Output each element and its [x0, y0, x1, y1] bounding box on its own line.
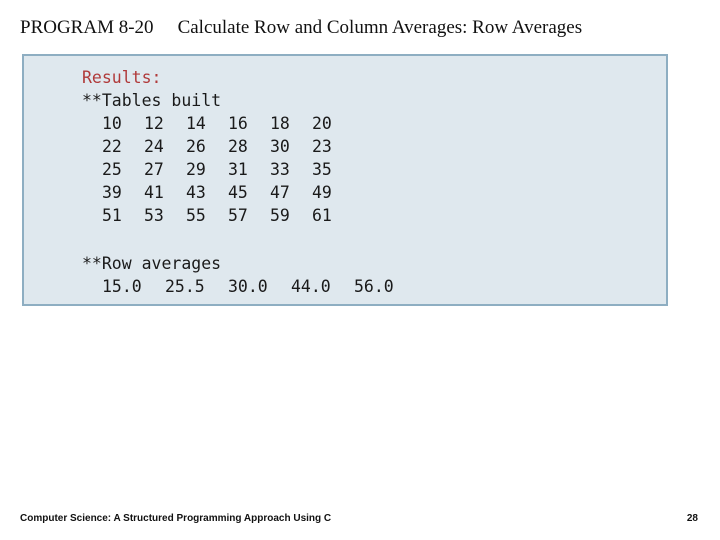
table-cell: 29	[186, 160, 206, 179]
table-row	[102, 158, 354, 181]
table-cell: 33	[270, 160, 290, 179]
row-averages-heading: **Row averages	[82, 254, 222, 273]
table-cell: 23	[312, 137, 332, 156]
table-cell: 47	[270, 183, 290, 202]
table-cell: 20	[312, 114, 332, 133]
row-average-value: 15.0	[102, 277, 142, 296]
table-cell: 14	[186, 114, 206, 133]
table-cell: 22	[102, 137, 122, 156]
row-average-value: 56.0	[354, 277, 394, 296]
table-cell: 31	[228, 160, 248, 179]
footer-course-title: Computer Science: A Structured Programming Approach Using C	[20, 513, 332, 524]
tables-heading: **Tables built	[82, 91, 222, 110]
value-table	[102, 112, 354, 227]
table-cell: 61	[312, 206, 332, 225]
table-cell: 30	[270, 137, 290, 156]
row-averages-list	[102, 275, 417, 298]
table-cell: 57	[228, 206, 248, 225]
table-row	[102, 181, 354, 204]
page-number: 28	[686, 513, 698, 524]
slide-title	[20, 17, 582, 39]
row-average-value: 30.0	[228, 277, 268, 296]
row-average-value: 25.5	[165, 277, 205, 296]
table-cell: 18	[270, 114, 290, 133]
table-cell: 35	[312, 160, 332, 179]
table-row	[102, 112, 354, 135]
table-cell: 27	[144, 160, 164, 179]
program-title: Calculate Row and Column Averages: Row Averages	[177, 17, 583, 38]
table-cell: 55	[186, 206, 206, 225]
table-cell: 59	[270, 206, 290, 225]
program-output-panel	[22, 54, 668, 306]
table-row	[102, 135, 354, 158]
table-cell: 28	[228, 137, 248, 156]
table-cell: 45	[228, 183, 248, 202]
results-label: Results:	[82, 68, 162, 87]
table-cell: 10	[102, 114, 122, 133]
table-row	[102, 204, 354, 227]
row-average-value: 44.0	[291, 277, 331, 296]
table-cell: 26	[186, 137, 206, 156]
table-cell: 41	[144, 183, 164, 202]
table-cell: 25	[102, 160, 122, 179]
table-cell: 24	[144, 137, 164, 156]
table-cell: 39	[102, 183, 122, 202]
program-number: PROGRAM 8-20	[20, 17, 154, 38]
table-cell: 16	[228, 114, 248, 133]
table-cell: 51	[102, 206, 122, 225]
table-cell: 49	[312, 183, 332, 202]
table-cell: 53	[144, 206, 164, 225]
table-cell: 43	[186, 183, 206, 202]
table-cell: 12	[144, 114, 164, 133]
